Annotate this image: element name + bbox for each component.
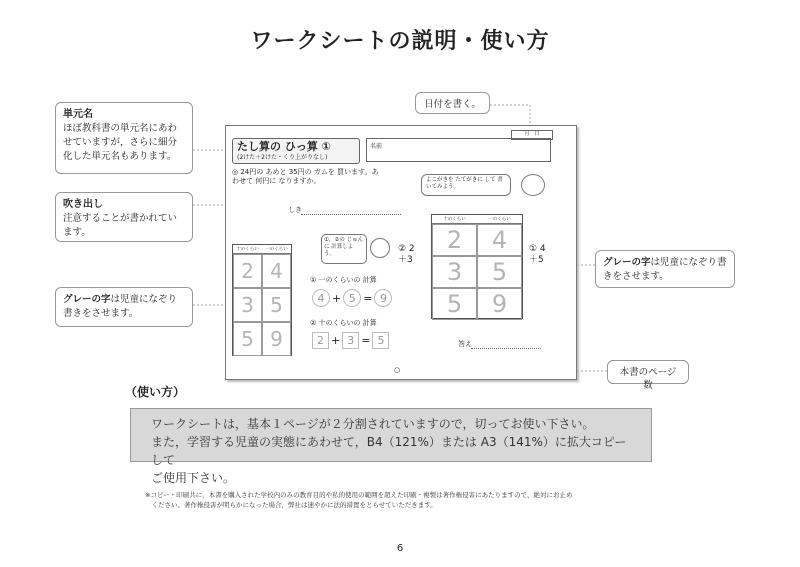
eq2-a: 2 [312, 332, 329, 349]
big-grid-cell: 2 [432, 224, 477, 256]
sheet-name-label: 名前 [370, 143, 383, 150]
big-place-value-grid [431, 214, 523, 319]
small-grid-cell: 4 [262, 254, 291, 288]
small-grid-cell: 2 [233, 254, 262, 288]
callout-gray-left-text: は児童になぞり書きをさせます。 [63, 294, 178, 319]
big-grid-cell: 5 [477, 256, 522, 288]
small-place-value-grid [232, 244, 292, 356]
sheet-siki: しき [288, 206, 302, 214]
copyright-footnote [145, 490, 725, 510]
sheet-bubble-right-text: よこがきを たてがきに して 書いてみよう。 [426, 177, 503, 190]
big-grid-header-ones: 一のくらい [488, 217, 511, 222]
sheet-subtitle: (2けた＋2けた・くり上がりなし) [237, 154, 328, 161]
big-grid-header-tens: 十のくらい [443, 217, 466, 222]
mascot-icon [370, 238, 390, 258]
big-grid-cell: 3 [432, 256, 477, 288]
callout-date: 日付を書く。 [415, 92, 490, 114]
usage-line-2: また，学習する児童の実態にあわせて，B4（121%）または A3（141%）に拡大コピーして [151, 435, 627, 467]
callout-page-count: 本書のページ数 [607, 360, 689, 384]
worksheet-preview [225, 125, 577, 380]
sheet-name-field [366, 138, 551, 162]
eq1-b: 5 [343, 289, 361, 307]
usage-heading: （使い方） [125, 385, 186, 399]
eq1-plus: + [332, 291, 342, 305]
usage-line-1: ワークシートは，基本１ページが２分割されていますので，切ってお使い下さい。 [151, 417, 595, 431]
callout-bubble-heading: 吹き出し [63, 199, 103, 210]
sheet-bubble-left [321, 234, 367, 264]
eq2-c: 5 [372, 332, 389, 349]
sheet-date-field [511, 130, 553, 140]
eq1-eq: = [363, 291, 373, 305]
callout-gray-right-text: は児童になぞり書きをさせます。 [603, 257, 727, 282]
side-label-right: ① 4＋5 [529, 244, 546, 265]
mascot-icon-2 [521, 174, 545, 196]
usage-line-3: ご使用下さい。 [151, 471, 236, 485]
eq1-a: 4 [312, 289, 330, 307]
sheet-step2: ② 十のくらいの 計算 [310, 319, 377, 327]
sheet-eq2 [312, 332, 389, 349]
footnote-line-2: ください。著作権侵害が明らかになった場合，弊社は速やかに法的措置をとらせていただきます。 [145, 501, 437, 509]
small-grid-cell: 5 [262, 288, 291, 322]
callout-gray-right-bold: グレーの字 [603, 257, 651, 268]
sheet-title: たし算の ひっ算 ① [237, 140, 331, 153]
sheet-eq1 [312, 289, 392, 307]
eq2-b: 3 [342, 332, 359, 349]
sheet-problem: ◎ 24円の あめと 35円の ガムを 買います。あわせて 何円に なりますか。 [232, 168, 379, 185]
small-grid-cell: 3 [233, 288, 262, 322]
small-grid-cell: 9 [262, 322, 291, 356]
sheet-answer-line [471, 348, 541, 349]
sheet-bubble-right [421, 174, 511, 196]
page-title: ワークシートの説明・使い方 [250, 29, 550, 54]
sheet-page-num: ○ [394, 366, 401, 374]
small-grid-header-tens: 十のくらい [236, 247, 259, 252]
big-grid-cell: 9 [477, 288, 522, 320]
small-grid-cell: 5 [233, 322, 262, 356]
big-grid-cell: 5 [432, 288, 477, 320]
sheet-bubble-left-text: ①，②の じゅんに 計算しよう。 [324, 237, 364, 257]
eq2-plus: + [331, 334, 341, 347]
sheet-title-box [232, 138, 360, 164]
eq2-eq: = [361, 334, 371, 347]
callout-unit-heading: 単元名 [63, 109, 93, 120]
sheet-date-label: 月 日 [524, 131, 540, 137]
eq1-c: 9 [374, 289, 392, 307]
sheet-answer: 答え [458, 340, 472, 348]
small-grid-header-ones: 一のくらい [265, 247, 288, 252]
page-number: 6 [396, 543, 404, 554]
callout-bubble-text: 注意することが書かれています。 [63, 213, 178, 238]
sheet-siki-line [301, 214, 401, 215]
big-grid-cell: 4 [477, 224, 522, 256]
callout-gray-left-bold: グレーの字 [63, 294, 111, 305]
usage-notes [130, 408, 652, 485]
sheet-step1: ① 一のくらいの 計算 [310, 276, 377, 284]
side-label-left: ② 2＋3 [398, 244, 415, 265]
footnote-line-1: ※コピー・印刷共に，本書を購入された学校内のみの教育目的や私的使用の範囲を超えた印刷・複製は著作権侵害にあたりますので，絶対にお止め [145, 491, 573, 499]
callout-unit-text: ほぼ教科書の単元名にあわせていますが，さらに細分化した単元名もあります。 [63, 123, 178, 162]
